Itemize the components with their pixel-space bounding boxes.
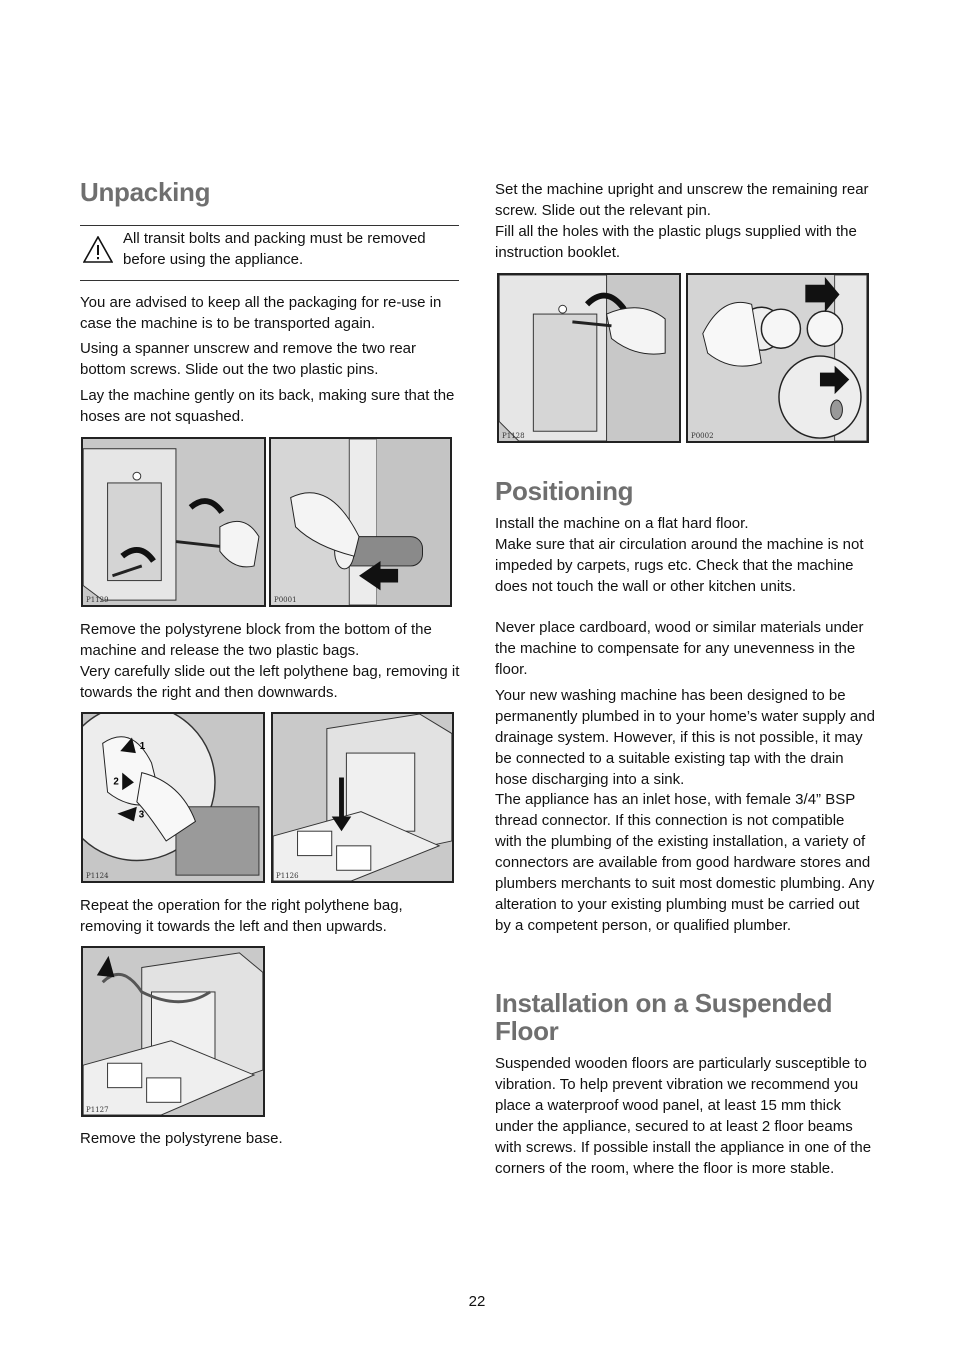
unpacking-para-4a: Remove the polystyrene block from the bottom of the machine and release the two plastic bags. — [80, 621, 432, 659]
page-number: 22 — [468, 1293, 486, 1310]
left-bag-illustration — [273, 714, 452, 881]
figure-code: P1127 — [86, 1106, 109, 1114]
figure-plastic-pins — [269, 437, 452, 607]
warning-triangle-icon — [83, 236, 113, 263]
rear-para-2: Fill all the holes with the plastic plugs supplied with the instruction booklet. — [495, 223, 857, 261]
right-bag-illustration — [83, 948, 263, 1115]
step-1-label: 1 — [139, 741, 146, 753]
unpacking-para-2: Using a spanner unscrew and remove the two rear bottom screws. Slide out the two plastic pins. — [80, 340, 417, 378]
suspended-floor-para: Suspended wooden floors are particularly susceptible to vibration. To help prevent vibration we recommend you place a waterproof wood panel, at least 15 mm thick under the appliance, secured to at least 2 floor beams with screws. If possible install the appliance in one of the corners of the room, where the floor is more stable. — [495, 1055, 872, 1177]
figure-rear-screws — [81, 437, 266, 607]
step-3-label: 3 — [138, 809, 145, 821]
figure-code: P0002 — [691, 432, 714, 440]
plastic-plugs-illustration — [688, 275, 867, 441]
warning-bottom-rule — [80, 280, 459, 281]
step-2-label: 2 — [113, 776, 119, 788]
figure-code: P0001 — [274, 596, 297, 604]
positioning-para-3: Never place cardboard, wood or similar materials under the machine to compensate for any unevenness in the floor. — [495, 619, 864, 678]
unpacking-para-5: Repeat the operation for the right polythene bag, removing it towards the left and then upwards. — [80, 897, 403, 935]
positioning-para-5: The appliance has an inlet hose, with female 3/4” BSP thread connector. If this connection is not compatible with the plumbing of the existing installation, a variety of connectors are available from good hardware stores and plumbers merchants to suit most domestic plumbing. Any alteration to your existing plumbing must be carried out by a competent person, or qualified plumber. — [495, 791, 875, 934]
release-bags-illustration — [83, 714, 263, 881]
suspended-floor-heading: Installation on a Suspended Floor — [495, 988, 833, 1046]
plastic-pins-illustration — [271, 439, 450, 605]
unpacking-para-1: You are advised to keep all the packaging for re-use in case the machine is to be transported again. — [80, 294, 442, 332]
figure-right-bag — [81, 946, 265, 1117]
figure-remaining-screw — [497, 273, 681, 443]
positioning-para-1: Install the machine on a flat hard floor. — [495, 515, 749, 532]
figure-release-bags — [81, 712, 265, 883]
figure-code: P1129 — [86, 596, 109, 604]
figure-left-bag — [271, 712, 454, 883]
positioning-para-4: Your new washing machine has been designed to be permanently plumbed in to your home’s water supply and drainage system. However, if this is not possible, it may be connected to a suitable existing tap with the drain hose discharging into a sink. — [495, 687, 875, 788]
unpacking-para-3: Lay the machine gently on its back, making sure that the hoses are not squashed. — [80, 387, 455, 425]
unpacking-para-6: Remove the polystyrene base. — [80, 1130, 283, 1147]
rear-screws-illustration — [83, 439, 264, 605]
rear-para-1: Set the machine upright and unscrew the remaining rear screw. Slide out the relevant pin. — [495, 181, 869, 219]
figure-plastic-plugs — [686, 273, 869, 443]
warning-text: All transit bolts and packing must be removed before using the appliance. — [123, 230, 426, 268]
figure-code: P1124 — [86, 872, 109, 880]
warning-top-rule — [80, 225, 459, 226]
remaining-screw-illustration — [499, 275, 679, 441]
figure-code: P1126 — [276, 872, 299, 880]
positioning-heading: Positioning — [495, 476, 634, 506]
unpacking-para-4b: Very carefully slide out the left polythene bag, removing it towards the right and then downwards. — [80, 663, 460, 701]
figure-code: P1128 — [502, 432, 525, 440]
unpacking-heading: Unpacking — [80, 177, 211, 207]
positioning-para-2: Make sure that air circulation around the machine is not impeded by carpets, rugs etc. Check that the machine does not touch the wall or other kitchen units. — [495, 536, 864, 595]
